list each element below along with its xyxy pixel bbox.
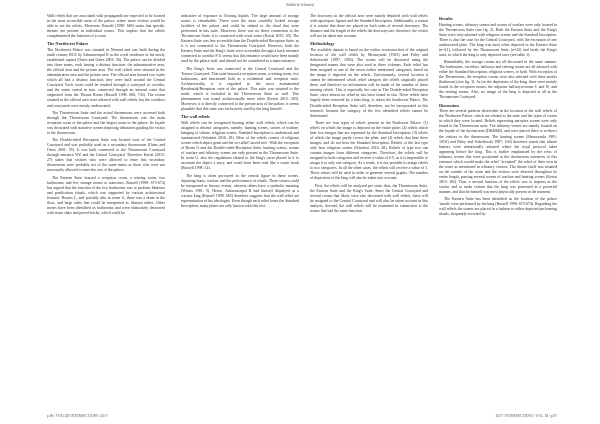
paragraph: The Eastern Suite housed a reception room, a retiring room, two bathrooms, and few storage rooms or staircases. Russell (1998: 673-674) has argued that the function of the two bathrooms was to perform libations and purification rituals, which was supported by various architectural features. Rooms L, and possibly also in room G, there was a drain in the floor, and large slabs that could be interpreted as libation tables. Other rooms have been identified as bathrooms and were elaborately decorated with stone slabs and paved bricks, which could be <box>47 175 165 216</box>
paragraph: There are several patterns observable in the location of the wall reliefs of the Northwest Palace, which are related to the suite and the types of rooms in which they were located. Reliefs expressing narrative scenes were only found in the Throneroom suite. The tributary scenes are mainly located on the façade of the throneroom (D&E&B), and were placed there to re-direct the visitors to the throneroom. The hunting scenes (Meuszynski 1981: 101ff) and Paley and Sobolewski 1987: 104) therefore stated that tribute bearers were intentionally adorned where the royal protocol takes appearing before the king. This is further emphasised by the rows of tributary scenes that were positioned at the throneroom entrances of this entrance which would make the relief "accepted" the relief of their own in the route as mentioned in tributary visitors. The throne itself was situated on the outside of the room and the visitors were directed throughout its entire length, passing several scenes of warfare and hunting scenes (Kertai 2015: 28f). Thus, a second function of the reliefs was to impress as the visitor, and to make certain that the king was presented in a powerful manner, and that he himself was most physically present at the moment. <box>439 109 557 195</box>
section-heading: Results <box>439 16 453 21</box>
paragraph: The Northwest Palace was situated in Nimrud and was built during the ninth century BCE by Ashurnasirpal II as the royal residence in his newly established capital (Oates and Oates 2001: 36). The palace can be divided into three zones, each having a distinct function: the administrative area, the official area and the private area. The wall reliefs were situated in the administrative area and the private area. The official area housed two suites which all had a distinct function; they were built around the Central Courtyard. Each room could be reached through a courtyard or corridor, and the suites varied in size, connected through an internal route that originated from the Throne Room (Russell 1998: 660, 743). The rooms situated in the official area were adorned with wall reliefs, but the corridors and courtyards were mostly undecorated. <box>47 48 165 108</box>
paragraph: Wall reliefs can be recognised bearing either wall reliefs, which can be assigned to distinct categories, namely: hunting scenes, scenes of warfare, bringing of tribute, religious scenes. Standard Inscription is understood and summarised (Schubert 2016: 28). Most of the reliefs consist of religious scenes which depict genii and the so-called 'sacred tree'. With the exception of Room G and the Double-sided Reception Suite, hunting scenes, scenes of warfare and tributary scenes are only present in the Throneroom Suite. In room G, also the regulations related to the king's curse placed in it to ascertain the depict a story, and could have been read like a comic book (Russell 1998: 14). <box>181 120 299 171</box>
section-heading: The Northwest Palace <box>47 41 89 47</box>
paragraph: The available dataset is based on the earlier reconstruction of the original location of the wall reliefs by Meuszynski (1981) and Paley and Sobolewski (1987, 1992). The rooms will be discussed using the designated names that were also used in these volumes. Each relief has been assigned to one of the seven earlier mentioned categories, based on the image it depicted on the reliefs. Unfortunately, several location it cannot be determined which relief category the reliefs originally placed there, and therefore no information will be made of the number of these missing reliefs. This is especially the case in The Double-sided Reception Suite, since almost no relief in situ have found in situ. These reliefs have largely been removed by a later king, to adorn his Southwest Palace. The Double-sided Reception Suite will, therefore, not be incorporated in this research, because the category of the few identified reliefs cannot be determined. <box>310 48 428 118</box>
paragraph: The doorways in the official area were mainly depicted with wall reliefs with apotropaic figures and the Standard Inscription. Additionally, a reason it is certain that these are placed on both sides of several doorways. The distance and the length of the reliefs the doorways are, therefore, the visitor will not be taken into account. <box>310 14 428 39</box>
footer-right: 2017 | INTERSECTIONS | VOL. III | p.97 <box>495 414 557 418</box>
section-heading: Discussion <box>439 102 459 108</box>
footer-left: p.96 | VOLGDI INTERSECTIONS | 2017 <box>47 414 108 418</box>
paragraph: There are four types of reliefs present in the Northwest Palace: (1) reliefs on which the image is depicted on the entire plate; (2) reliefs which bear two images that are separated by the Standard Inscription; (3) reliefs of which the image partly covers the plate, and (4) reliefs that bear three images; and do not bear the Standard Inscription. Reliefs of the last type only bear religious scenes (Schubert 2016: 28). Reliefs of type two can contain images from different categories. Therefore, the reliefs will be assigned to both categories and receive a value of 0.5, as it is impossible to assign it to only one category. As a result, it is not possible to assign reliefs to two categories. In all the other cases, the reliefs will receive a value of 1. These values will be used in order to generate several graphs. The number of depictions of the king will also be taken into account. <box>310 120 428 181</box>
text-column-1 <box>47 14 165 406</box>
paragraph: Wall reliefs that are associated with propaganda are expected to be located in the most accessible areas of the palace, where more visitors would be able to see the reliefs. Moreover, Russell (1998: 669) states that specific themes are present in individual rooms. This implies that the reliefs complemented the function of a room. <box>47 14 165 39</box>
paragraph: indicative of exposure to flowing liquids. The large amount of storage rooms is remarkable. These were the most carefully locked storage facilities of the palace, and could be related to the ritual that were performed in this suite. Moreover, there was no direct connection to the Throneroom Suite, it is connected with royal suites (Kertai 2015: 30). The Eastern Suite was less accessible than the Double-sided Reception Suite, as it is not connected to the Throneroom Courtyard. However, both the Eastern Suite and the King's Suite were accessible through a back entrance connected to corridor P. It seems that this entrance would have been mainly used by the palace staff, and should not be considered as a main entrance. <box>181 14 299 64</box>
paragraph: The King's Suite was connected to the Central Courtyard and the Terrace Courtyard. This suite housed a reception room, a retiring room, two bathrooms, and functioned both as a residential and reception suite. Architecturally, it is regarded as the most monumental Residential/Reception suite of the palace. This suite was situated to the north, which is included in the Throneroom Suite as well. This phenomenon was found architecturally more often (Kertai 2015: 203). Moreover, it is directly connected to the private area of the palace, it seems plausible that this suite was exclusively used by the king himself. <box>181 66 299 112</box>
paragraph: The Eastern Suite has been identified as the location of the palace 'rituals' were performed by the king (Russell 1998: 673-674). Regarding the wall reliefs the scenes are placed in a fashion to either depicted performing rituals, frequently escorted by <box>439 197 557 217</box>
paragraph: Remarkably, the storage rooms are all decorated in the same manner. The bathrooms, corridors, hallways and retiring rooms are all adorned with either the Standard-Inscription, religious scenes, or both. With exception of the Throneroom, the reception rooms were also adorned with these motifs (bathroom) (see fig. 3). As for the depictions of the king, these were mainly found in the reception rooms, the adjacent hallways/rooms C and W, and the retiring rooms. Also, no image of the king is depicted at all in the Throneroom Courtyard. <box>439 60 557 100</box>
text-column-4 <box>439 14 557 406</box>
running-head: [Shëkh & Schaefer] <box>285 3 315 7</box>
paragraph: The Double-sided Reception Suite was located west of the Central Courtyard and was probably used as a secondary throneroom (Oates and Oates 2001: 55). It was both connected to the Throneroom Courtyard through entrance WZ and the Central Courtyard. Therefore Kertai (2015: 27) states that visitors who were allowed to enter this secondary throneroom were probably not of the same status as those who were not necessarily allowed to enter the rest of the palace. <box>47 138 165 173</box>
text-column-2 <box>181 14 299 406</box>
text-column-3 <box>310 14 428 406</box>
section-heading: The wall reliefs <box>181 114 210 120</box>
paragraph: The king is often portrayed as the central figure in these scenes, depicting hunts, warfare and the performance of rituals. These scenes could be interpreted as literary events, whereas others have a symbolic meaning (Winter 1981: 5). Hence, Ashurnasirpal II had himself displayed as a warrior king (Russell 1998: 665) therefore suggests that the wall relief are representation of his ideologies. Even though each relief bears the Standard Inscription, many plates are only known with this text. <box>181 173 299 208</box>
paragraph: First, the reliefs will be analysed per suite; thus, the Throneroom Suite, the Eastern Suite and the King's Suite. Since the Central Courtyard and several rooms that likely were also decorated with wall reliefs, these will be assigned to the Central Courtyard and will also be taken account in this analysis. Second, the wall reliefs will be examined in connection to the rooms that had the same function. <box>310 183 428 213</box>
paragraph: The Throneroom Suite and the actual throneroom were accessed both through the Throneroom Courtyard. The throneroom was the main reception room of the palace and the largest room in the palace. Its façade was decorated with narrative scenes depicting tributaries guiding the visitor to the throneroom. <box>47 110 165 135</box>
paragraph: Hunting scenes, tributary scenes and scenes of warfare were only located in the Throneroom Suite (see fig. 2). Both the Eastern Suite and the King's Suite were only adorned with religious scenes and the Standard Inscription. There is also the case for the Central Courtyard, with the exception of one undecorated plate. The king was most often depicted in the Eastern Suite (n=21), followed by the Throneroom Suite (n=22) and lastly the King's suite, in which the king is only depicted once (see table 1). <box>439 22 557 57</box>
section-heading: Methodology <box>310 41 335 47</box>
